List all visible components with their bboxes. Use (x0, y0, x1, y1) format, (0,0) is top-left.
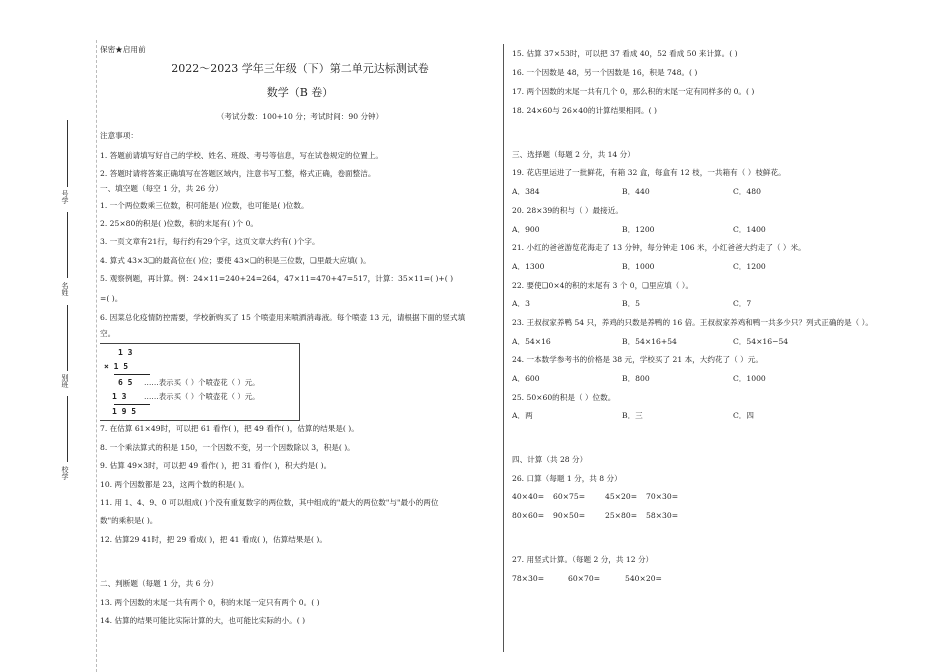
question-2: 2. 25×80的积是( )位数，积的末尾有( )个 0。 (100, 219, 258, 228)
option-b: B．三 (622, 411, 643, 420)
mental-calc-item: 45×20= (605, 492, 638, 501)
calc-rule (114, 404, 150, 405)
side-line-4 (67, 396, 68, 462)
option-b: B．5 (622, 299, 641, 308)
option-b: B．1200 (622, 225, 655, 234)
question-3: 3. 一页文章有21行，每行约有29个字，这页文章大约有( )个字。 (100, 237, 320, 246)
mental-calc-item: 80×60= (512, 511, 545, 520)
question-11: 11. 用 1、4、9、0 可以组成( )个没有重复数字的两位数，其中组成的"最大的两位数"与"最小的两位 (100, 498, 439, 507)
question-6: 6. 因菜总化疫情防控需要，学校新购买了 15 个喷壶用来喷洒消毒液。每个喷壶 13 元，请根据下面的竖式填 (100, 313, 466, 322)
question-26: 26. 口算（每题 1 分，共 8 分） (512, 474, 622, 483)
question-25: 25. 50×60的积是（ ）位数。 (512, 393, 616, 402)
option-c: C．1400 (733, 225, 766, 234)
mental-calc-item: 60×75= (553, 492, 586, 501)
mental-calc-item: 40×40= (512, 492, 545, 501)
question-6-cont: 空。 (100, 329, 116, 338)
question-13: 13. 两个因数的末尾一共有两个 0，积的末尾一定只有两个 0。( ) (100, 598, 320, 607)
vertical-calc-item: 60×70= (568, 574, 601, 583)
option-c: C．7 (733, 299, 752, 308)
side-label-school: 校学 (61, 466, 69, 480)
mental-calc-item: 25×80= (605, 511, 638, 520)
calc-result: 1 9 5 (112, 407, 137, 416)
question-20: 20. 28×39的积与（ ）最接近。 (512, 206, 623, 215)
side-line-2 (67, 212, 68, 278)
mental-calc-item: 58×30= (646, 511, 679, 520)
question-7: 7. 在估算 61×49时，可以把 61 看作( )，把 49 看作( )，估算的结果是( )。 (100, 424, 359, 433)
side-label-class: 别班 (61, 374, 69, 388)
option-a: A．384 (512, 187, 540, 196)
question-11-cont: 数"的乘积是( )。 (100, 516, 158, 525)
option-a: A．54×16 (512, 337, 551, 346)
column-divider (503, 44, 504, 652)
calc-note-1: ……表示买（ ）个喷壶花（ ）元。 (144, 378, 260, 387)
question-10: 10. 两个因数都是 23，这两个数的积是( )。 (100, 480, 249, 489)
calc-multiplier: × 1 5 (104, 362, 129, 371)
vertical-calc-item: 540×20= (625, 574, 662, 583)
side-line-3 (67, 305, 68, 371)
exam-subject: 数学（B 卷） (266, 86, 334, 99)
question-1: 1. 一个两位数乘三位数，积可能是( )位数，也可能是( )位数。 (100, 201, 309, 210)
option-b: B．1000 (622, 262, 655, 271)
vertical-calculation-box (100, 343, 300, 421)
option-c: C．1000 (733, 374, 766, 383)
side-label-name: 名姓 (61, 282, 69, 296)
exam-info: （考试分数：100+10 分；考试时间：90 分钟） (216, 112, 384, 121)
side-line-1 (67, 120, 68, 187)
question-8: 8. 一个乘法算式的积是 150，一个因数不变，另一个因数除以 3，积是( )。 (100, 443, 355, 452)
option-a: A．两 (512, 411, 533, 420)
option-c: C．1200 (733, 262, 766, 271)
option-c: C．54×16−54 (733, 337, 789, 346)
question-23: 23. 王叔叔家养鸭 54 只，养鸡的只数是养鸭的 16 倍。王叔叔家养鸡和鸭一共多少只？列式正确的是（ ）。 (512, 318, 874, 327)
secret-label: 保密★启用前 (100, 45, 146, 54)
option-c: C．四 (733, 411, 754, 420)
mental-calc-item: 70×30= (646, 492, 679, 501)
question-16: 16. 一个因数是 48，另一个因数是 16，积是 748。( ) (512, 68, 698, 77)
question-27: 27. 用竖式计算。（每题 2 分，共 12 分） (512, 555, 654, 564)
side-label-number: 号学 (61, 190, 69, 204)
option-a: A．3 (512, 299, 530, 308)
section-heading-choice: 三、选择题（每题 2 分，共 14 分） (512, 150, 635, 159)
binding-dashed-line (96, 40, 97, 672)
exam-title: 2022～2023 学年三年级（下）第二单元达标测试卷 (171, 62, 429, 75)
question-24: 24. 一本数学参考书的价格是 38 元，学校买了 21 本，大约花了（ ）元。 (512, 355, 763, 364)
option-a: A．1300 (512, 262, 545, 271)
question-18: 18. 24×60与 26×40的计算结果相同。( ) (512, 106, 657, 115)
calc-note-2: ……表示买（ ）个喷壶花（ ）元。 (144, 392, 260, 401)
option-b: B．54×16+54 (622, 337, 677, 346)
question-4: 4. 算式 43×3❏的最高位在( )位；要使 43×❏的积是三位数，❏里最大应填( )。 (100, 256, 371, 265)
option-c: C．480 (733, 187, 761, 196)
section-heading-judge: 二、判断题（每题 1 分，共 6 分） (100, 579, 219, 588)
notice-item: 1. 答题前请填写好自己的学校、姓名、班级、考号等信息，写在试卷规定的位置上。 (100, 151, 384, 160)
section-heading-calc: 四、计算（共 28 分） (512, 455, 588, 464)
notice-heading: 注意事项： (100, 131, 138, 140)
option-a: A．900 (512, 225, 540, 234)
option-b: B．800 (622, 374, 650, 383)
calc-top-number: 1 3 (118, 348, 133, 357)
question-22: 22. 要使❏0×4的积的末尾有 3 个 0，❏里应填（ ）。 (512, 281, 694, 290)
vertical-calc-item: 78×30= (512, 574, 545, 583)
notice-item: 2. 答题时请将答案正确填写在答题区域内，注意书写工整，格式正确，卷面整洁。 (100, 169, 376, 178)
option-a: A．600 (512, 374, 540, 383)
question-5-cont: =( )。 (100, 294, 123, 303)
question-21: 21. 小红的爸爸游览花海走了 13 分钟，每分钟走 106 米，小红爸爸大约走了（ ）米。 (512, 243, 806, 252)
question-14: 14. 估算的结果可能比实际计算的大，也可能比实际的小。( ) (100, 616, 306, 625)
section-heading-fill: 一、填空题（每空 1 分，共 26 分） (100, 184, 223, 193)
question-5: 5. 观察例题，再计算。例：24×11=240+24=264，47×11=470+47=517，计算：35×11=( )+( ) (100, 274, 454, 283)
calc-partial-1: 6 5 (118, 378, 133, 387)
question-17: 17. 两个因数的末尾一共有几个 0，那么积的末尾一定有同样多的 0。( ) (512, 87, 755, 96)
mental-calc-item: 90×50= (553, 511, 586, 520)
question-19: 19. 花店里运进了一批鲜花，有箱 32 盒，每盒有 12 枝，一共箱有（ ）枝鲜花。 (512, 168, 786, 177)
option-b: B．440 (622, 187, 650, 196)
question-15: 15. 估算 37×53时，可以把 37 看成 40，52 看成 50 来计算。( ) (512, 49, 738, 58)
calc-rule (114, 374, 150, 375)
question-9: 9. 估算 49×3时，可以把 49 看作( )，把 31 看作( )，积大约是( )。 (100, 461, 332, 470)
question-12: 12. 估算29 41时，把 29 看成( )，把 41 看成( )，估算结果是( )。 (100, 535, 327, 544)
calc-partial-2: 1 3 (112, 392, 127, 401)
